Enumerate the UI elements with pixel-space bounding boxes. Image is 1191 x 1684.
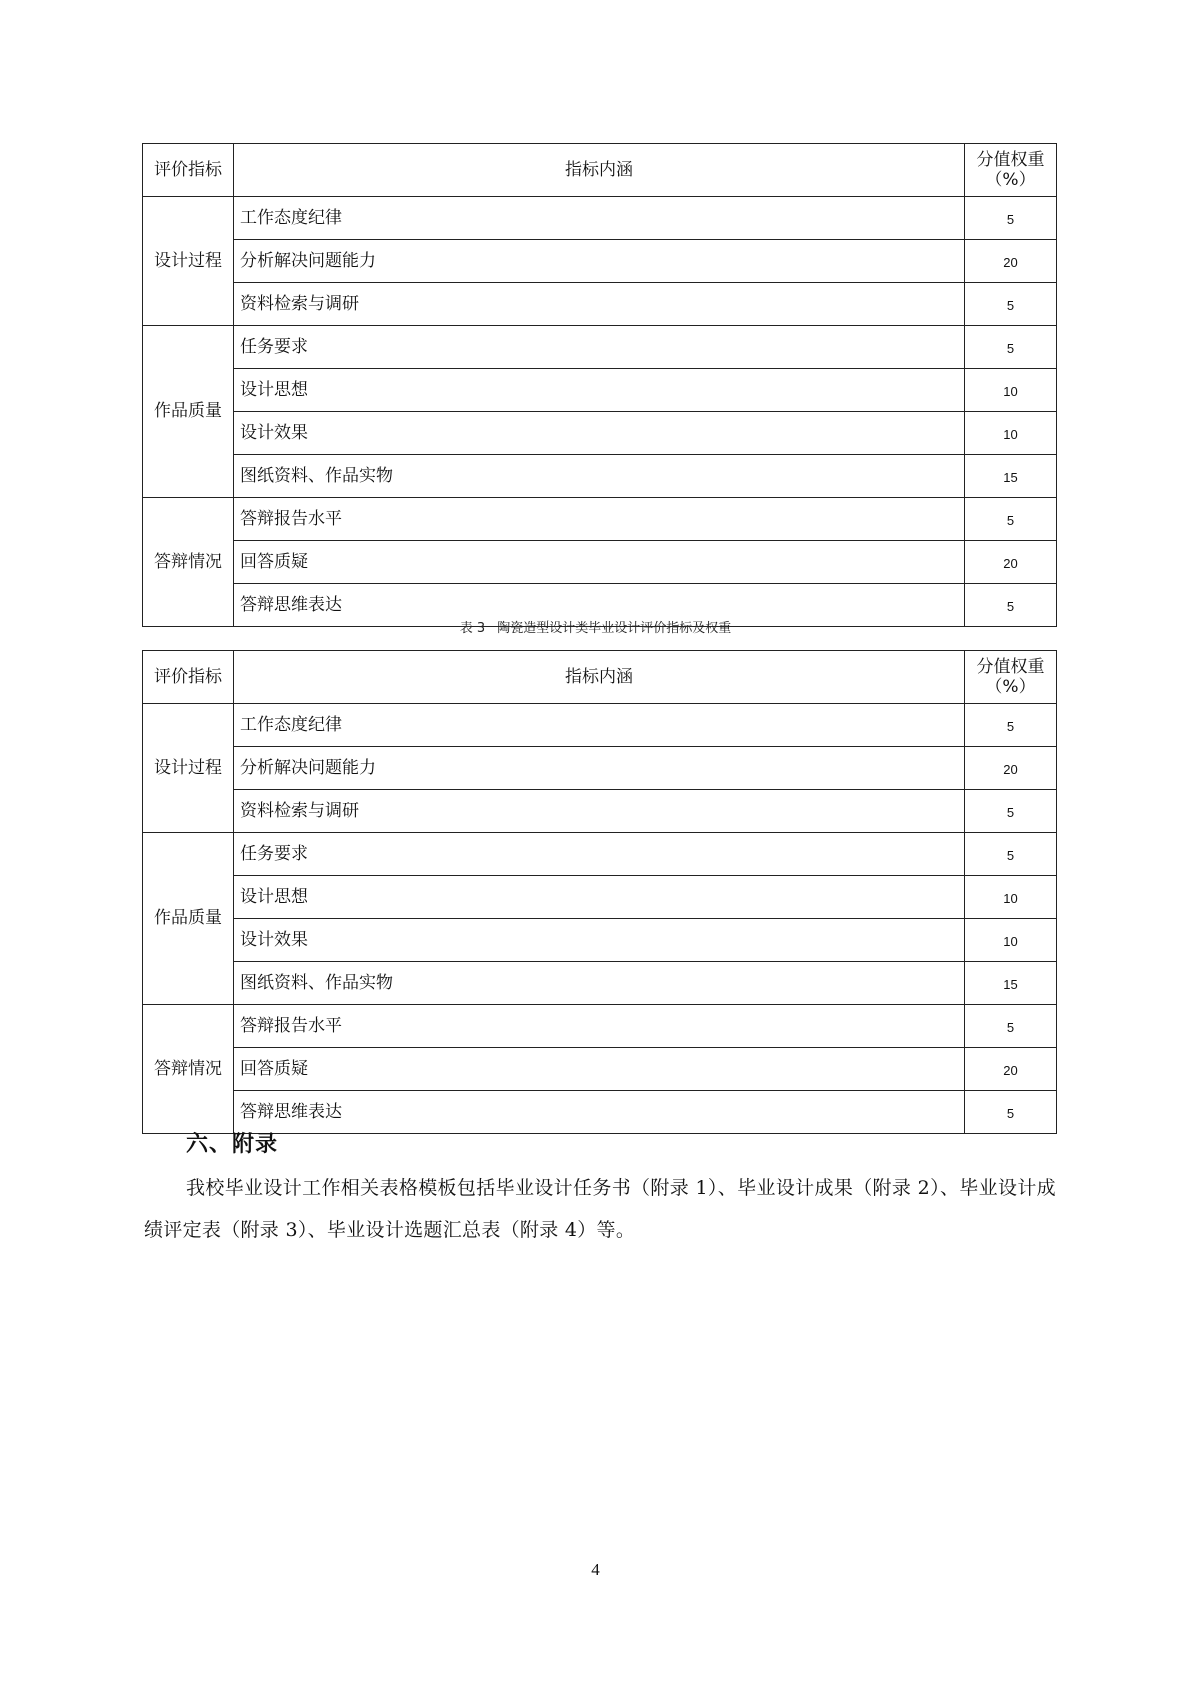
weight-cell: 5 [965, 833, 1057, 876]
table-row [143, 790, 1057, 833]
content-cell: 回答质疑 [234, 1048, 965, 1091]
caption-title: 陶瓷造型设计类毕业设计评价指标及权重 [497, 621, 732, 636]
header-weight-unit: （%） [985, 170, 1036, 190]
category-cell: 作品质量 [143, 326, 234, 498]
weight-cell: 5 [965, 1091, 1057, 1134]
weight-cell: 15 [965, 962, 1057, 1005]
category-cell: 设计过程 [143, 197, 234, 326]
content-cell: 工作态度纪律 [234, 197, 965, 240]
category-cell: 设计过程 [143, 704, 234, 833]
table-row [143, 412, 1057, 455]
table-row [143, 369, 1057, 412]
header-content: 指标内涵 [234, 651, 965, 704]
weight-cell: 5 [965, 498, 1057, 541]
weight-cell: 20 [965, 240, 1057, 283]
header-category: 评价指标 [143, 651, 234, 704]
table-row [143, 919, 1057, 962]
table-row [143, 962, 1057, 1005]
weight-cell: 5 [965, 1005, 1057, 1048]
weight-cell: 5 [965, 283, 1057, 326]
table-row [143, 1048, 1057, 1091]
table-row [143, 876, 1057, 919]
content-cell: 分析解决问题能力 [234, 747, 965, 790]
table-caption [0, 617, 1191, 636]
weight-cell: 5 [965, 704, 1057, 747]
section-paragraph: 我校毕业设计工作相关表格模板包括毕业设计任务书（附录 1）、毕业设计成果（附录 2）、毕业设计成绩评定表（附录 3）、毕业设计选题汇总表（附录 4）等。 [144, 1177, 1056, 1241]
content-cell: 答辩报告水平 [234, 1005, 965, 1048]
table-row [143, 541, 1057, 584]
table-header-row [143, 144, 1057, 197]
content-cell: 设计效果 [234, 412, 965, 455]
table-header-row [143, 651, 1057, 704]
header-weight-unit: （%） [985, 677, 1036, 697]
table-row [143, 197, 1057, 240]
caption-number: 表 3 [459, 621, 486, 636]
content-cell: 任务要求 [234, 326, 965, 369]
table-row [143, 283, 1057, 326]
weight-cell: 5 [965, 326, 1057, 369]
table-row [143, 1005, 1057, 1048]
weight-cell: 20 [965, 747, 1057, 790]
weight-cell: 20 [965, 541, 1057, 584]
weight-cell: 20 [965, 1048, 1057, 1091]
content-cell: 资料检索与调研 [234, 790, 965, 833]
content-cell: 答辩思维表达 [234, 1091, 965, 1134]
table-row [143, 455, 1057, 498]
table-row [143, 326, 1057, 369]
table-row [143, 747, 1057, 790]
section-heading: 六、附录 [186, 1132, 279, 1157]
content-cell: 设计思想 [234, 369, 965, 412]
evaluation-table-1 [142, 143, 1057, 627]
content-cell: 答辩思维表达 [234, 584, 965, 627]
content-cell: 设计思想 [234, 876, 965, 919]
table-row [143, 1091, 1057, 1134]
weight-cell: 10 [965, 412, 1057, 455]
table-row [143, 498, 1057, 541]
header-weight [965, 144, 1057, 197]
page-number: 4 [591, 1560, 600, 1579]
header-weight-label: 分值权重 [976, 656, 1045, 677]
weight-cell: 5 [965, 790, 1057, 833]
table-row [143, 833, 1057, 876]
weight-cell: 5 [965, 197, 1057, 240]
content-cell: 资料检索与调研 [234, 283, 965, 326]
header-weight [965, 651, 1057, 704]
category-cell: 答辩情况 [143, 1005, 234, 1134]
content-cell: 答辩报告水平 [234, 498, 965, 541]
weight-cell: 10 [965, 369, 1057, 412]
content-cell: 任务要求 [234, 833, 965, 876]
content-cell: 分析解决问题能力 [234, 240, 965, 283]
table-row [143, 704, 1057, 747]
category-cell: 答辩情况 [143, 498, 234, 627]
content-cell: 图纸资料、作品实物 [234, 962, 965, 1005]
evaluation-table-3 [142, 650, 1057, 1134]
header-category: 评价指标 [143, 144, 234, 197]
category-cell: 作品质量 [143, 833, 234, 1005]
content-cell: 回答质疑 [234, 541, 965, 584]
header-content: 指标内涵 [234, 144, 965, 197]
content-cell: 设计效果 [234, 919, 965, 962]
weight-cell: 10 [965, 919, 1057, 962]
header-weight-label: 分值权重 [976, 149, 1045, 170]
weight-cell: 5 [965, 584, 1057, 627]
weight-cell: 10 [965, 876, 1057, 919]
content-cell: 工作态度纪律 [234, 704, 965, 747]
table-row [143, 240, 1057, 283]
content-cell: 图纸资料、作品实物 [234, 455, 965, 498]
weight-cell: 15 [965, 455, 1057, 498]
